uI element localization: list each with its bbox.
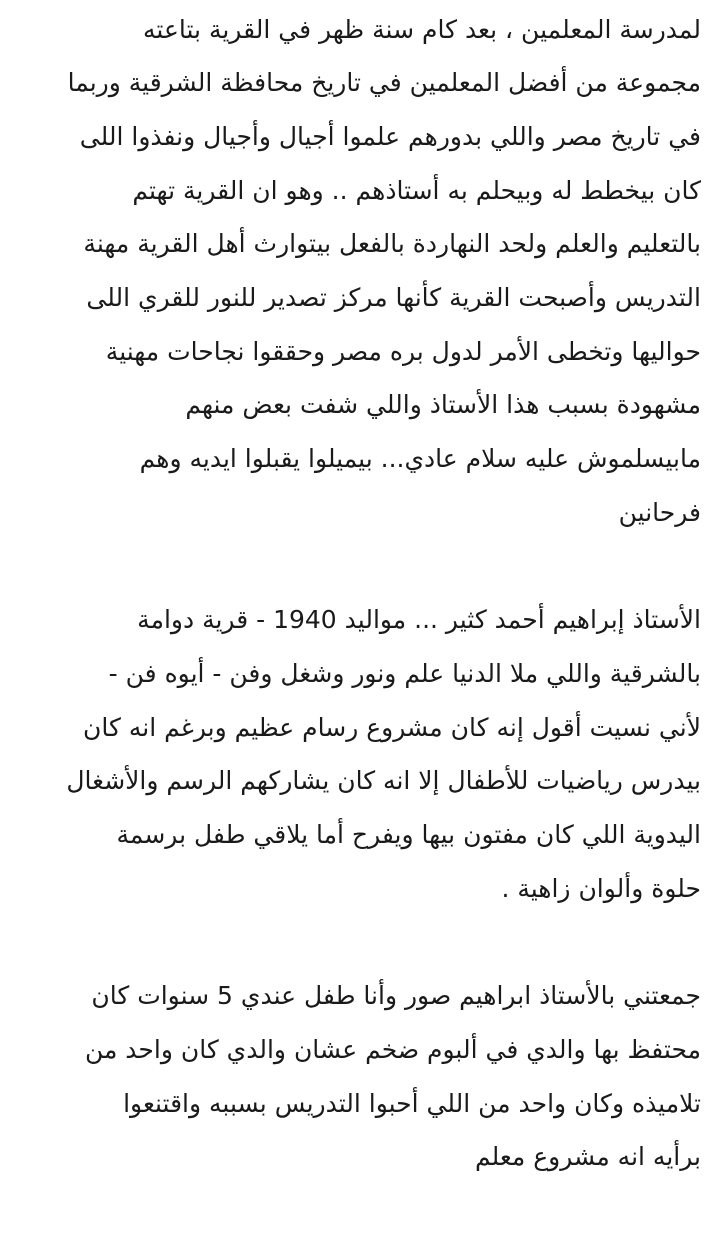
text-line: بيدرس رياضيات للأطفال إلا انه كان يشاركهم الرسم والأشغال: [66, 766, 701, 795]
text-line: اليدوية اللي كان مفتون بيها ويفرح أما يلاقي طفل برسمة: [116, 820, 701, 849]
text-line: الأستاذ إبراهيم أحمد كثير ... مواليد 1940 - قرية دوامة: [137, 605, 701, 634]
text-line: لأني نسيت أقول إنه كان مشروع رسام عظيم وبرغم انه كان: [83, 713, 701, 742]
text-line: حواليها وتخطى الأمر لدول بره مصر وحققوا نجاحات مهنية: [105, 337, 701, 366]
text-line: بالتعليم والعلم ولحد النهاردة بالفعل بيتوارث أهل القرية مهنة: [83, 229, 701, 258]
text-line: محتفظ بها والدي في ألبوم ضخم عشان والدي كان واحد من: [84, 1035, 701, 1064]
text-line: التدريس وأصبحت القرية كأنها مركز تصدير للنور للقري اللى: [86, 283, 701, 312]
text-line: برأيه انه مشروع معلم: [474, 1142, 701, 1171]
text-line: تلاميذه وكان واحد من اللي أحبوا التدريس بسببه واقتنعوا: [123, 1089, 701, 1118]
text-line: مشهودة بسبب هذا الأستاذ واللي شفت بعض منهم: [185, 390, 701, 419]
text-line: حلوة وألوان زاهية .: [501, 874, 701, 903]
text-line: كان بيخطط له وبيحلم به أستاذهم .. وهو ان القرية تهتم: [132, 176, 701, 205]
text-line: فرحانين: [618, 498, 701, 527]
text-line: مجموعة من أفضل المعلمين في تاريخ محافظة الشرقية وربما: [67, 68, 701, 97]
text-line: في تاريخ مصر واللي بدورهم علموا أجيال وأجيال ونفذوا اللى: [79, 122, 701, 151]
text-line: بالشرقية واللي ملا الدنيا علم ونور وشغل وفن - أيوه فن -: [108, 659, 701, 688]
text-line: مابيسلموش عليه سلام عادي... بيميلوا يقبلوا ايديه وهم: [139, 444, 701, 473]
text-line: لمدرسة المعلمين ، بعد كام سنة ظهر في القرية بتاعته: [143, 15, 701, 44]
text-line: جمعتني بالأستاذ ابراهيم صور وأنا طفل عندي 5 سنوات كان: [91, 981, 701, 1010]
